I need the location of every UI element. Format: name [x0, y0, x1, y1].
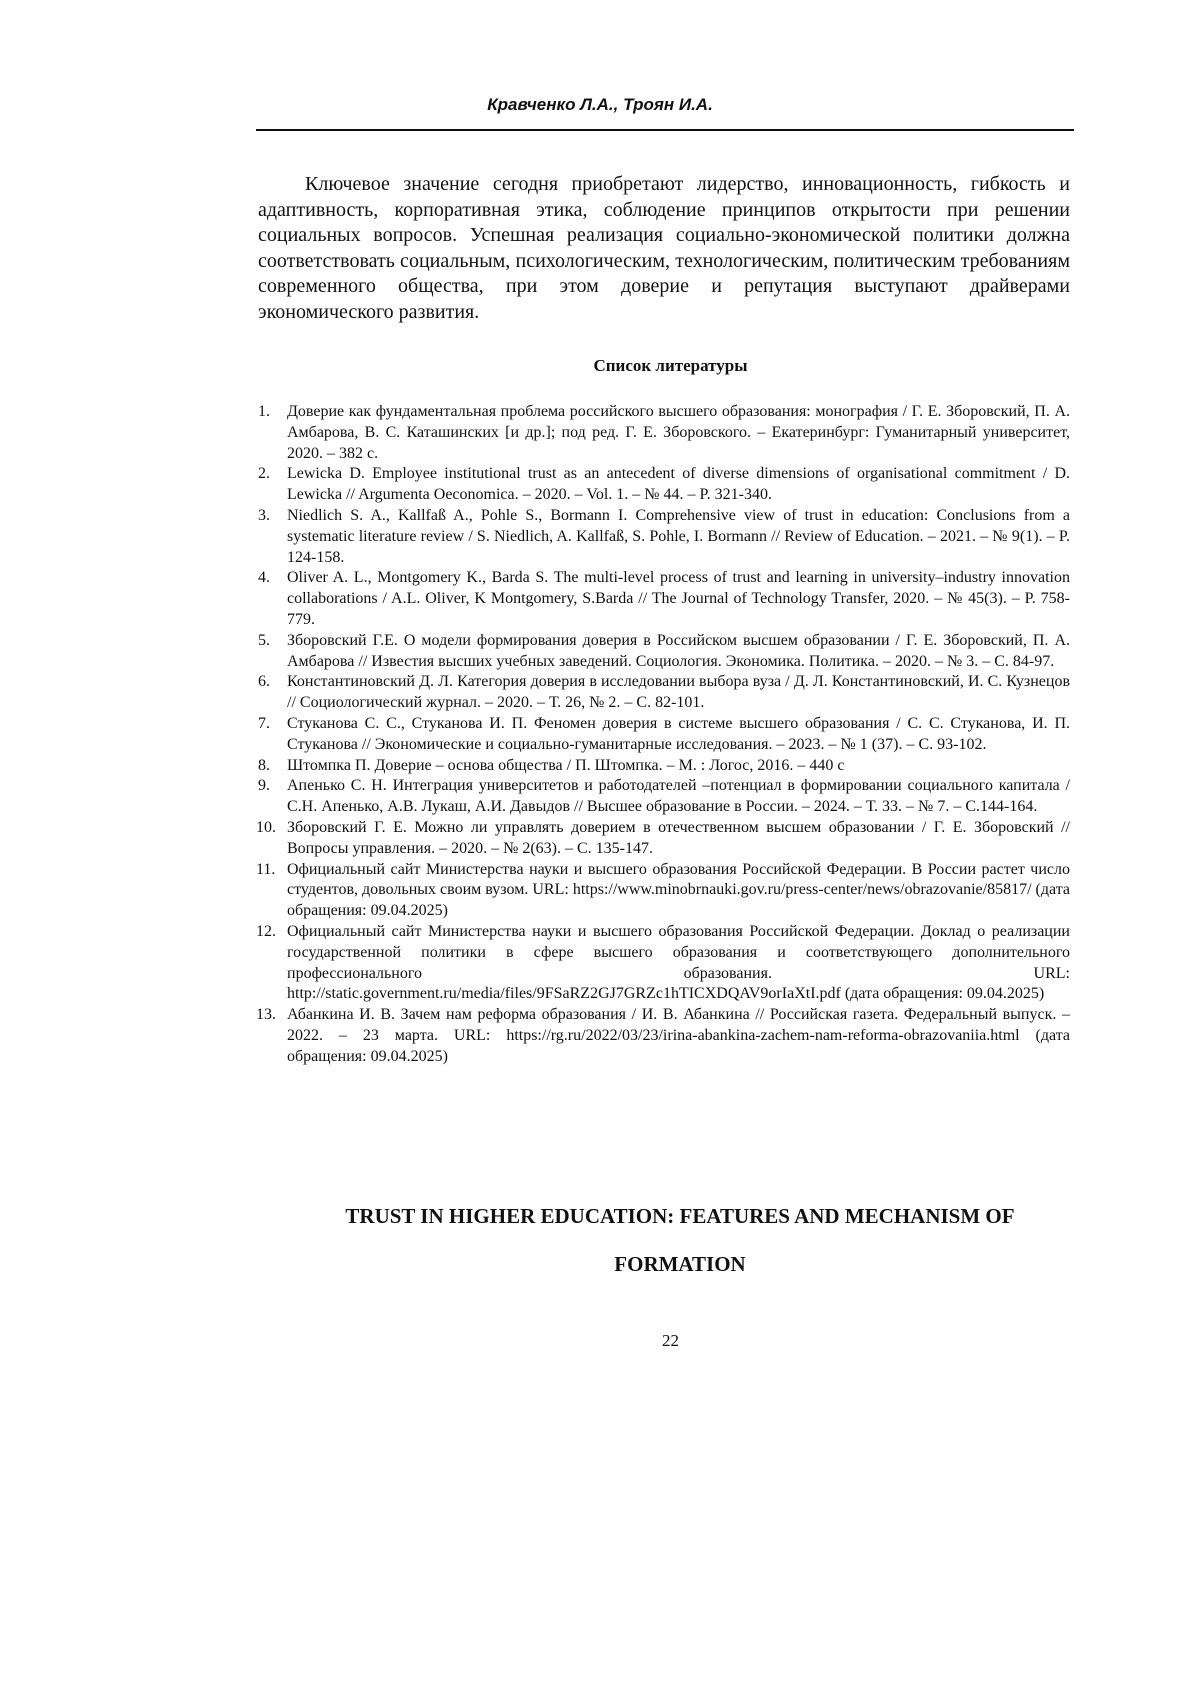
- reference-text: Niedlich S. A., Kallfaß A., Pohle S., Bormann I. Comprehensive view of trust in education: Conclusions from a systematic literature review / S. Niedlich, A. Kallfaß, S. Pohle, I. Bormann // Review of Education. – 2021. – № 9(1). – P. 124-158.: [287, 507, 1070, 566]
- reference-number: 5.: [258, 631, 284, 652]
- reference-text: Официальный сайт Министерства науки и высшего образования Российской Федерации. Доклад о реализации государственной политики в сфере высшего образования и соответствующего дополнительного профессионального образования. URL: http://static.government.ru/media/files/9FSaRZ2GJ7GRZc1hTICXDQAV9orIaXtI.pdf (дата обращения: 09.04.2025): [287, 923, 1070, 1002]
- reference-item: [258, 922, 1070, 1005]
- reference-number: 12.: [256, 922, 282, 943]
- reference-number: 8.: [258, 756, 284, 777]
- reference-item: [258, 756, 1070, 777]
- reference-number: 7.: [258, 714, 284, 735]
- reference-text: Штомпка П. Доверие – основа общества / П. Штомпка. – М. : Логос, 2016. – 440 с: [287, 757, 844, 774]
- reference-item: [258, 860, 1070, 922]
- reference-text: Апенько С. Н. Интеграция университетов и работодателей –потенциал в формировании социального капитала / С.Н. Апенько, А.В. Лукаш, А.И. Давыдов // Высшее образование в России. – 2024. – Т. 33. – № 7. – С.144-164.: [287, 777, 1070, 815]
- reference-item: [258, 506, 1070, 568]
- reference-item: [258, 464, 1070, 506]
- reference-number: 3.: [258, 506, 284, 527]
- reference-item: [258, 402, 1070, 464]
- reference-text: Oliver A. L., Montgomery K., Barda S. The multi-level process of trust and learning in university–industry innovation collaborations / A.L. Oliver, K Montgomery, S.Barda // The Journal of Technology Transfer, 2020. – № 45(3). – P. 758-779.: [287, 569, 1070, 628]
- references-list: [258, 402, 1070, 1068]
- reference-item: [258, 714, 1070, 756]
- reference-number: 4.: [258, 568, 284, 589]
- reference-number: 13.: [256, 1005, 282, 1026]
- reference-number: 10.: [256, 818, 282, 839]
- reference-item: [258, 818, 1070, 860]
- reference-text: Зборовский Г.Е. О модели формирования доверия в Российском высшем образовании / Г. Е. Зборовский, П. А. Амбарова // Известия высших учебных заведений. Социология. Экономика. Политика. – 2020. – № 3. – С. 84-97.: [287, 632, 1070, 670]
- reference-text: Стуканова С. С., Стуканова И. П. Феномен доверия в системе высшего образования / С. С. Стуканова, И. П. Стуканова // Экономические и социально-гуманитарные исследования. – 2023. – № 1 (37). – С. 93-102.: [287, 715, 1070, 753]
- reference-number: 6.: [258, 672, 284, 693]
- reference-text: Абанкина И. В. Зачем нам реформа образования / И. В. Абанкина // Российская газета. Федеральный выпуск. – 2022. – 23 марта. URL: https://rg.ru/2022/03/23/irina-abankina-zachem-nam-reforma-obrazovaniia.html (дата обращения: 09.04.2025): [287, 1006, 1070, 1065]
- reference-text: Константиновский Д. Л. Категория доверия в исследовании выбора вуза / Д. Л. Константиновский, И. С. Кузнецов // Социологический журнал. – 2020. – Т. 26, № 2. – С. 82-101.: [287, 673, 1070, 711]
- running-header-authors: Кравченко Л.А., Троян И.А.: [0, 94, 1200, 116]
- intro-paragraph: Ключевое значение сегодня приобретают лидерство, инновационность, гибкость и адаптивность, корпоративная этика, соблюдение принципов открытости при решении социальных вопросов. Успешная реализация социально-экономической политики должна соответствовать социальным, психологическим, технологическим, политическим требованиям современного общества, при этом доверие и репутация выступают драйверами экономического развития.: [258, 172, 1070, 326]
- header-rule: [256, 129, 1074, 131]
- reference-text: Lewicka D. Employee institutional trust as an antecedent of diverse dimensions of organisational commitment / D. Lewicka // Argumenta Oeconomica. – 2020. – Vol. 1. – № 44. – P. 321-340.: [287, 465, 1070, 503]
- references-title: Список литературы: [0, 355, 1200, 377]
- reference-item: [258, 568, 1070, 630]
- reference-text: Зборовский Г. Е. Можно ли управлять доверием в отечественном высшем образовании / Г. Е. Зборовский // Вопросы управления. – 2020. – № 2(63). – С. 135-147.: [287, 819, 1070, 857]
- reference-text: Доверие как фундаментальная проблема российского высшего образования: монография / Г. Е. Зборовский, П. А. Амбарова, В. С. Каташинских [и др.]; под ред. Г. Е. Зборовского. – Екатеринбург: Гуманитарный университет, 2020. – 382 с.: [287, 403, 1070, 462]
- reference-text: Официальный сайт Министерства науки и высшего образования Российской Федерации. В России растет число студентов, довольных своим вузом. URL: https://www.minobrnauki.gov.ru/press-center/news/obrazovanie/85817/ (дата обращения: 09.04.2025): [287, 861, 1070, 920]
- page-number: 22: [0, 1330, 1200, 1352]
- reference-number: 9.: [258, 776, 284, 797]
- reference-number: 2.: [258, 464, 284, 485]
- reference-item: [258, 631, 1070, 673]
- reference-number: 11.: [256, 860, 282, 881]
- reference-item: [258, 1005, 1070, 1067]
- reference-item: [258, 776, 1070, 818]
- reference-item: [258, 672, 1070, 714]
- english-article-title: TRUST IN HIGHER EDUCATION: FEATURES AND MECHANISM OF FORMATION: [300, 1192, 1060, 1288]
- reference-number: 1.: [258, 402, 284, 423]
